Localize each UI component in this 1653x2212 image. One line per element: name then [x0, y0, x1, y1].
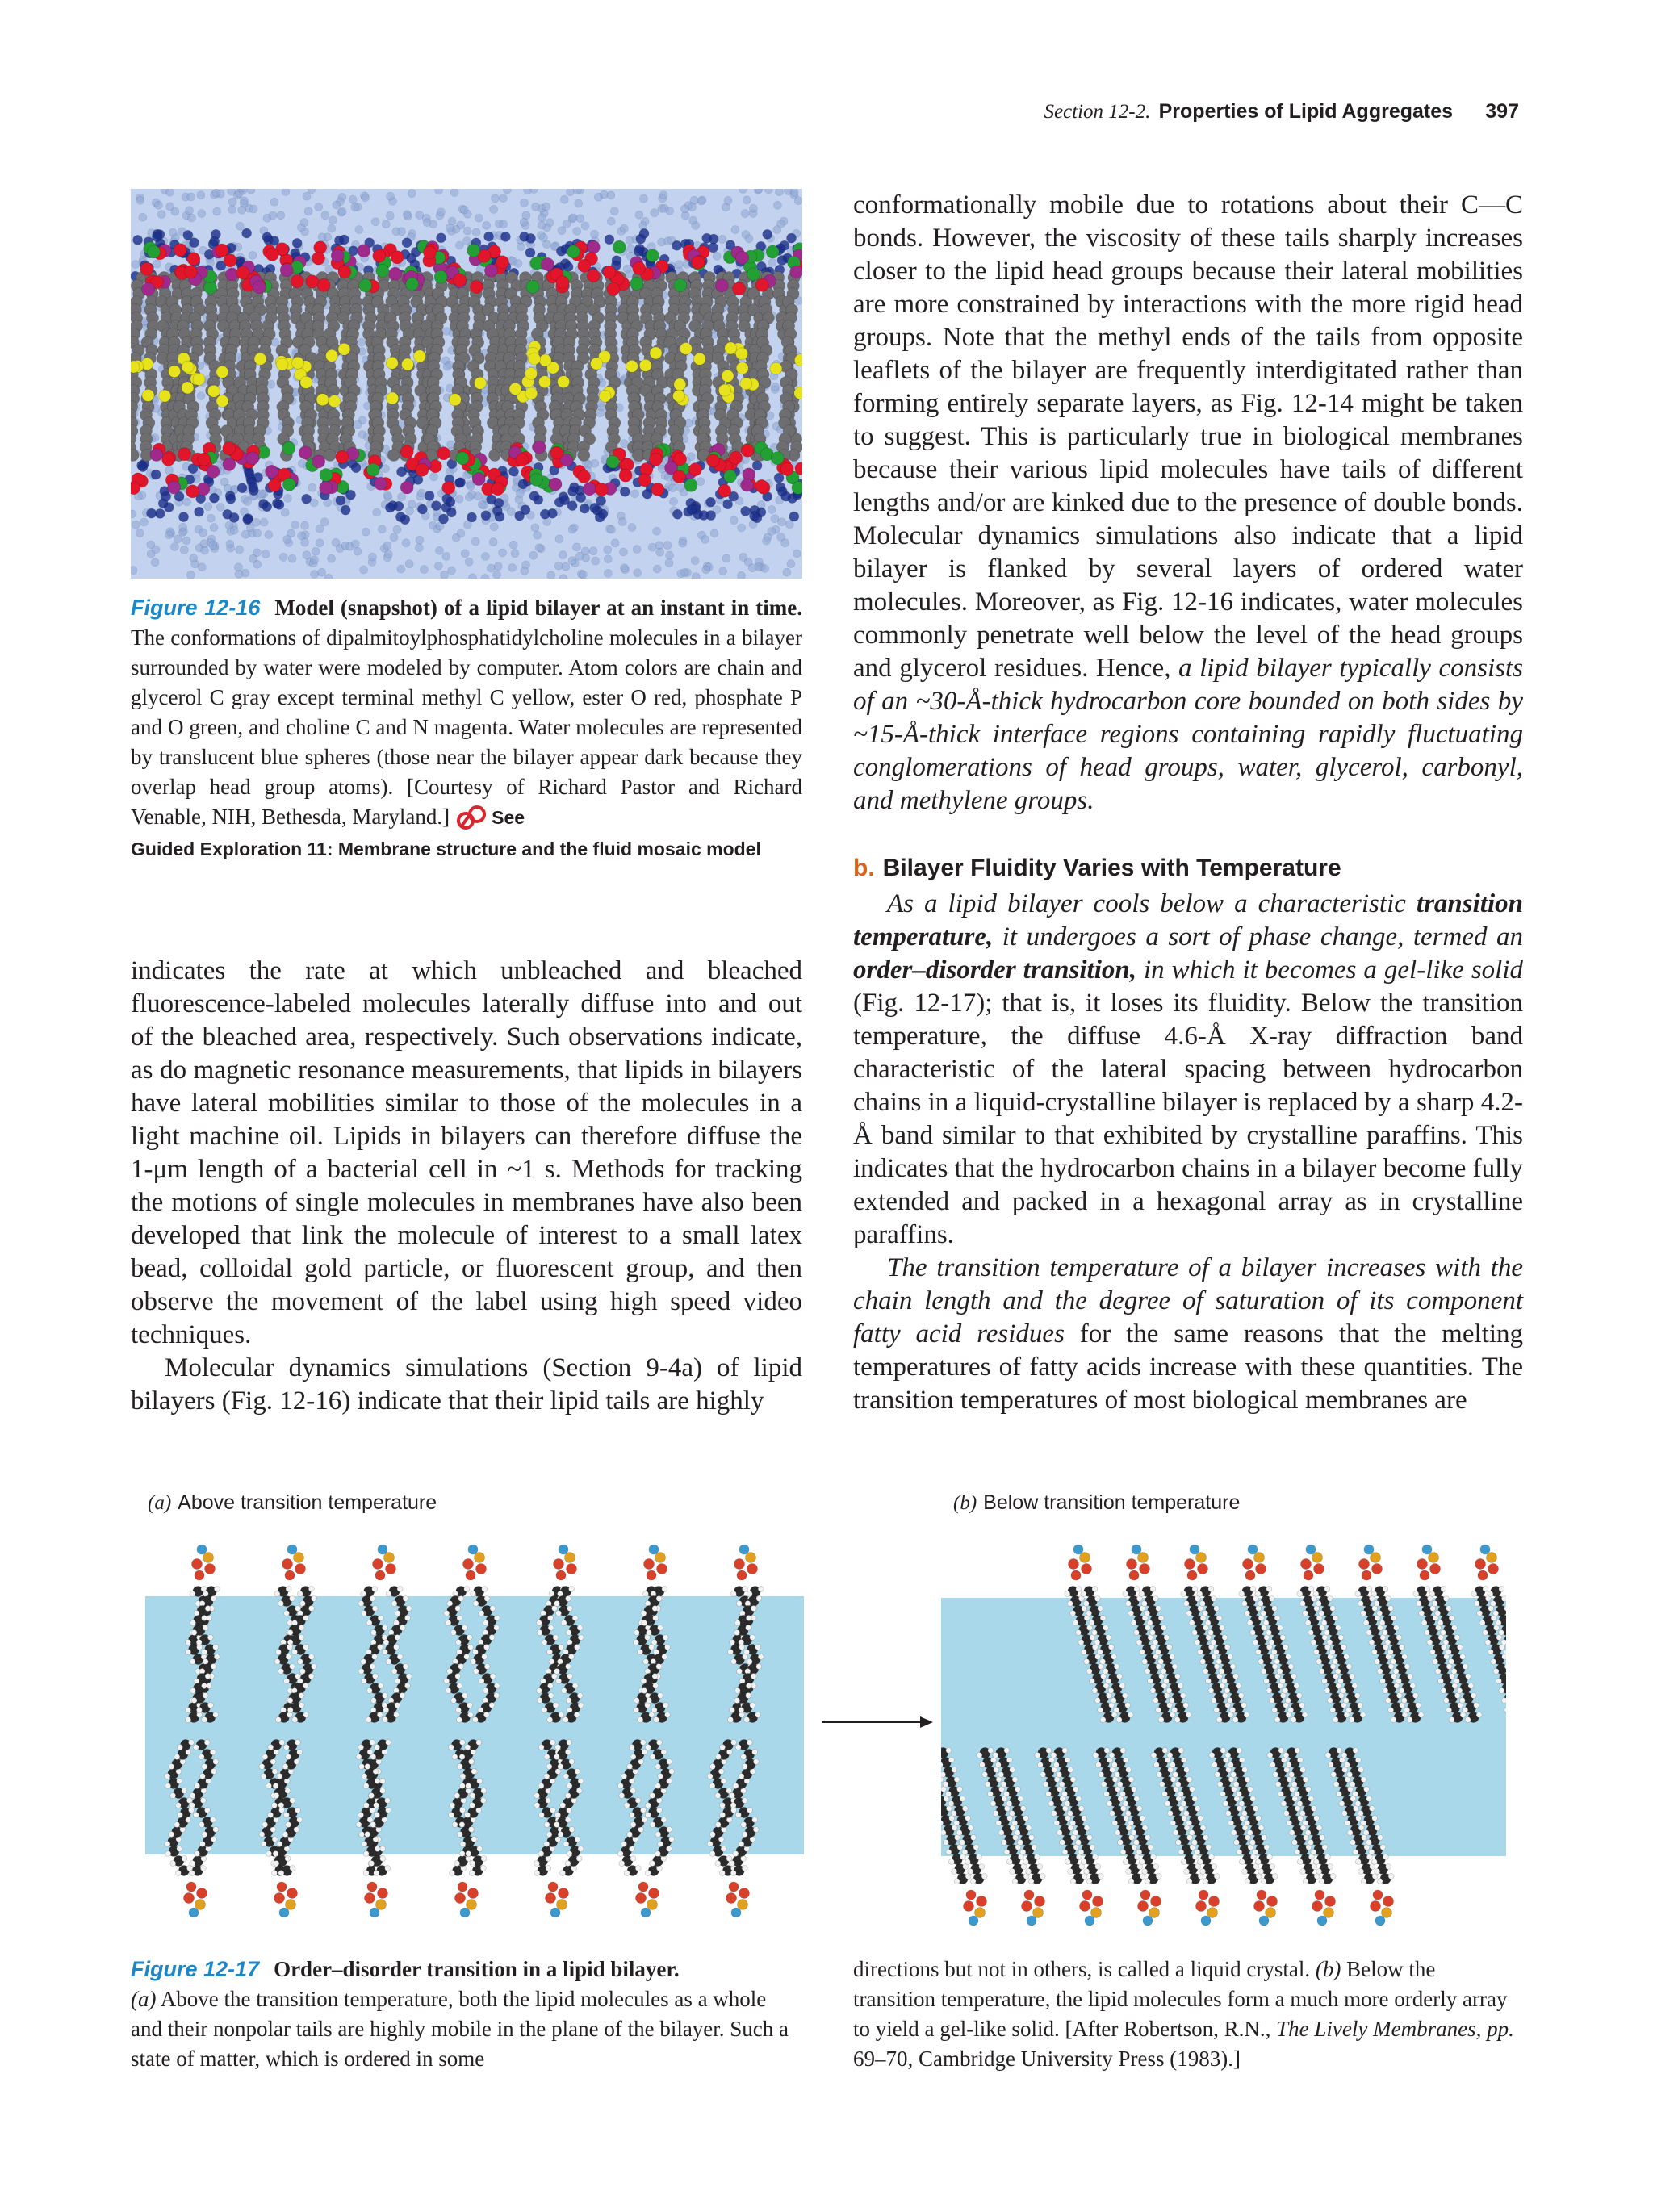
figure-12-16-caption — [131, 593, 802, 864]
right-paragraph-1 — [853, 189, 1523, 817]
right-text-column — [853, 189, 1523, 1417]
panel-a-letter: (a) — [148, 1492, 172, 1514]
right-paragraph-1-italic: a lipid bilayer typically consists of an ~30-Å-thick hydrocarbon core bounded on both sides by ~15-Å-thick interface regions containing rapidly fluctuating conglomerations of head groups, water, glycerol, carbonyl, and methylene groups. — [853, 654, 1524, 815]
caption-b-letter: (b) — [1315, 1957, 1341, 1981]
left-paragraph-1: indicates the rate at which unbleached and bleached fluorescence-labeled molecules laterally diffuse into and out of the bleached area, respectively. Such observations indicate, as do magnetic resonance measurements, that lipids in bilayers have lateral mobilities similar to those of the molecules in a light machine oil. Lipids in bilayers can therefore diffuse the 1-μm length of a bacterial cell in ~1 s. Methods for tracking the motions of single molecules in membranes have also been developed that link the molecule of interest to a small latex bead, colloidal gold particle, or fluorescent group, and then observe the movement of the label using high speed video techniques. — [131, 956, 802, 1349]
figure-12-16-caption-text: The conformations of dipalmitoylphosphatidylcholine molecules in a bilayer surrounded by water were modeled by computer. Atom colors are chain and glycerol C gray except terminal methyl C yellow, ester O red, phosphate P and O green, and choline C and N magenta. Water molecules are represented by translucent blue spheres (those near the bilayer appear dark because they overlap head group atoms). [Courtesy of Richard Pastor and Richard Venable, NIH, Bethesda, Maryland.] — [131, 625, 802, 829]
right-paragraph-3 — [853, 1252, 1523, 1417]
p2-italic-1: As a lipid bilayer cools below a characteristic — [887, 889, 1406, 918]
p3-text: for the same reasons that the melting temperatures of fatty acids increase with these quantities. The transition temperatures of most biological membranes are — [853, 1319, 1524, 1415]
p2-italic-2: it undergoes a sort of phase change, termed an — [1002, 922, 1523, 951]
panel-b-letter: (b) — [953, 1492, 977, 1514]
right-paragraph-1-text: conformationally mobile due to rotations about their C—C bonds. However, the viscosity of these tails sharply increases closer to the lipid head groups because their lateral mobilities are more constrained by interactions with the more rigid head groups. Note that the methyl ends of the tails from opposite leaflets of the bilayer are frequently interdigitated rather than forming entirely separate layers, as Fig. 12-14 might be taken to suggest. This is particularly true in biological membranes because their various lipid molecules have tails of different lengths and/or are kinked due to the presence of double bonds. Molecular dynamics simulations also indicate that a lipid bilayer is flanked by several layers of ordered water molecules. Moreover, as Fig. 12-16 indicates, water molecules commonly penetrate well below the level of the head groups and glycerol residues. Hence, — [853, 190, 1523, 683]
term-order-disorder-transition: order–disorder transition, — [853, 955, 1136, 985]
p2-italic-3: in which it becomes a gel-like solid — [1143, 955, 1523, 985]
figure-12-17-caption-right — [853, 1955, 1523, 2074]
p2-text: (Fig. 12-17); that is, it loses its fluidity. Below the transition temperature, the diffuse 4.6-Å X-ray diffraction band characteristic of the lateral spacing between hydrocarbon chains in a liquid-crystalline bilayer is replaced by a sharp 4.2-Å band similar to that exhibited by crystalline paraffins. This indicates that the hydrocarbon chains in a bilayer become fully extended and packed in a hexagonal array as in crystalline paraffins. — [853, 989, 1523, 1249]
term-transition-temperature: transition temperature, — [853, 889, 1523, 951]
panel-b-label — [953, 1491, 1240, 1515]
biochemistry-interactive-icon[interactable] — [456, 805, 488, 830]
left-paragraph-2: Molecular dynamics simulations (Section 9-4a) of lipid bilayers (Fig. 12-16) indicate that their lipid tails are highly — [131, 1353, 802, 1415]
figure-12-17-caption-left — [131, 1955, 802, 2074]
guided-exploration-link[interactable]: Guided Exploration 11: Membrane structure and the fluid mosaic model — [131, 838, 761, 859]
figure-12-17-label: Figure 12-17 — [131, 1957, 260, 1981]
panel-b-label-text: Below transition temperature — [983, 1491, 1241, 1514]
page-number: 397 — [1485, 100, 1519, 123]
caption-right-text-2: Below the transition temperature, the lipid molecules form a much more orderly array to yield a gel-like solid. [After Robertson, R.N., — [853, 1957, 1508, 2041]
caption-a-letter: (a) — [131, 1987, 157, 2011]
figure-12-16-title: Model (snapshot) of a lipid bilayer at an instant in time. — [274, 596, 802, 620]
caption-right-text-3: 69–70, Cambridge University Press (1983).] — [853, 2047, 1241, 2071]
figure-12-17-title: Order–disorder transition in a lipid bilayer. — [274, 1957, 680, 1981]
running-header — [1044, 100, 1519, 123]
header-title: Properties of Lipid Aggregates — [1158, 100, 1454, 123]
panel-a-label-text: Above transition temperature — [178, 1491, 437, 1514]
section-heading-text: Bilayer Fluidity Varies with Temperature — [882, 855, 1341, 881]
header-section: Section 12-2. — [1044, 101, 1151, 123]
left-text-column — [131, 955, 802, 1418]
figure-12-16-label: Figure 12-16 — [131, 596, 261, 620]
figure-12-17-panel-a-image — [145, 1533, 804, 1929]
figure-12-17-panel-b-image — [941, 1533, 1506, 1945]
transition-arrow-icon — [820, 1712, 933, 1732]
p3-italic: The transition temperature of a bilayer increases with the chain length and the degree of saturation of its component fatty acid residues — [853, 1253, 1523, 1349]
section-heading-letter: b. — [853, 855, 875, 881]
see-link[interactable]: See — [492, 807, 525, 828]
caption-right-text-1: directions but not in others, is called a liquid crystal. — [853, 1957, 1311, 1981]
panel-a-label — [148, 1491, 437, 1515]
caption-book-title: The Lively Membranes, pp. — [1276, 2017, 1514, 2041]
figure-12-16-image — [131, 189, 802, 579]
section-heading — [853, 851, 1523, 884]
right-paragraph-2 — [853, 888, 1523, 1252]
caption-left-text: Above the transition temperature, both the lipid molecules as a whole and their nonpolar tails are highly mobile in the plane of the bilayer. Such a state of matter, which is ordered in some — [131, 1987, 789, 2071]
